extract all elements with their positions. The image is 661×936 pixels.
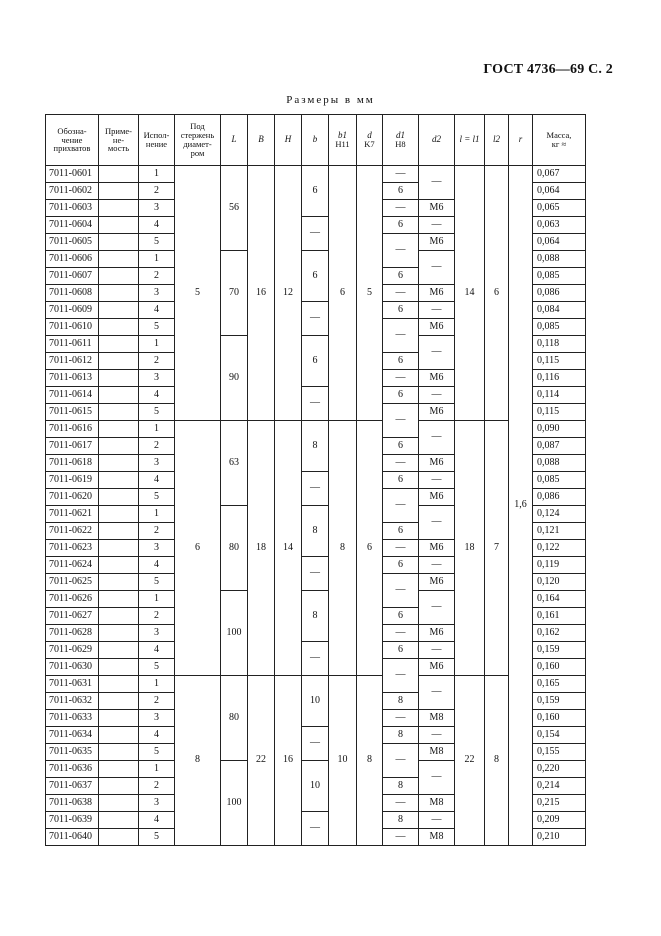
application-cell	[99, 812, 139, 829]
b-cell: —	[302, 302, 329, 336]
version-cell: 3	[139, 795, 175, 812]
mass-cell: 0,116	[533, 370, 586, 387]
application-cell	[99, 421, 139, 438]
d-cell: 5	[357, 166, 383, 421]
designation-cell: 7011-0630	[46, 659, 99, 676]
mass-cell: 0,164	[533, 591, 586, 608]
d1-cell: 6	[383, 183, 419, 200]
b1-cell: 10	[329, 676, 357, 846]
application-cell	[99, 540, 139, 557]
l-cell: 22	[455, 676, 485, 846]
application-cell	[99, 166, 139, 183]
designation-cell: 7011-0602	[46, 183, 99, 200]
mass-cell: 0,065	[533, 200, 586, 217]
mass-cell: 0,161	[533, 608, 586, 625]
d2-cell: —	[419, 506, 455, 540]
d2-cell: —	[419, 642, 455, 659]
application-cell	[99, 353, 139, 370]
d1-cell: —	[383, 319, 419, 353]
version-cell: 2	[139, 268, 175, 285]
d2-cell: —	[419, 421, 455, 455]
d2-cell: М6	[419, 574, 455, 591]
d1-cell: 6	[383, 523, 419, 540]
header-B: B	[248, 115, 275, 166]
version-cell: 2	[139, 438, 175, 455]
designation-cell: 7011-0622	[46, 523, 99, 540]
version-cell: 2	[139, 523, 175, 540]
b-cell: 8	[302, 591, 329, 642]
application-cell	[99, 387, 139, 404]
designation-cell: 7011-0632	[46, 693, 99, 710]
application-cell	[99, 200, 139, 217]
header-L: L	[221, 115, 248, 166]
d1-cell: —	[383, 370, 419, 387]
application-cell	[99, 404, 139, 421]
application-cell	[99, 625, 139, 642]
mass-cell: 0,210	[533, 829, 586, 846]
designation-cell: 7011-0605	[46, 234, 99, 251]
d1-cell: —	[383, 200, 419, 217]
d1-cell: 6	[383, 353, 419, 370]
B-cell: 18	[248, 421, 275, 676]
header-b: b	[302, 115, 329, 166]
application-cell	[99, 251, 139, 268]
version-cell: 3	[139, 285, 175, 302]
d1-cell: 6	[383, 302, 419, 319]
designation-cell: 7011-0626	[46, 591, 99, 608]
b-cell: —	[302, 387, 329, 421]
rod-diameter-cell: 8	[175, 676, 221, 846]
version-cell: 3	[139, 625, 175, 642]
designation-cell: 7011-0628	[46, 625, 99, 642]
designation-cell: 7011-0631	[46, 676, 99, 693]
table-row	[46, 421, 586, 438]
designation-cell: 7011-0618	[46, 455, 99, 472]
d-cell: 8	[357, 676, 383, 846]
mass-cell: 0,118	[533, 336, 586, 353]
d2-cell: —	[419, 591, 455, 625]
mass-cell: 0,162	[533, 625, 586, 642]
b-cell: 8	[302, 421, 329, 472]
mass-cell: 0,154	[533, 727, 586, 744]
designation-cell: 7011-0624	[46, 557, 99, 574]
l-cell: 14	[455, 166, 485, 421]
application-cell	[99, 727, 139, 744]
header-d2: d2	[419, 115, 455, 166]
header-l2: l2	[485, 115, 509, 166]
application-cell	[99, 693, 139, 710]
designation-cell: 7011-0606	[46, 251, 99, 268]
d2-cell: М6	[419, 319, 455, 336]
application-cell	[99, 455, 139, 472]
mass-cell: 0,159	[533, 642, 586, 659]
d2-cell: М8	[419, 829, 455, 846]
version-cell: 1	[139, 421, 175, 438]
header-application: Приме- не- мость	[99, 115, 139, 166]
mass-cell: 0,084	[533, 302, 586, 319]
designation-cell: 7011-0627	[46, 608, 99, 625]
designation-cell: 7011-0608	[46, 285, 99, 302]
version-cell: 5	[139, 659, 175, 676]
r-cell: 1,6	[509, 166, 533, 846]
table-header-row	[46, 115, 586, 166]
L-cell: 80	[221, 506, 248, 591]
mass-cell: 0,122	[533, 540, 586, 557]
d1-cell: 6	[383, 217, 419, 234]
version-cell: 5	[139, 319, 175, 336]
d1-cell: —	[383, 744, 419, 778]
header-designation: Обозна- чение прихватов	[46, 115, 99, 166]
d1-cell: 6	[383, 642, 419, 659]
b-cell: 10	[302, 676, 329, 727]
d2-cell: М6	[419, 455, 455, 472]
rod-diameter-cell: 6	[175, 421, 221, 676]
mass-cell: 0,085	[533, 472, 586, 489]
designation-cell: 7011-0629	[46, 642, 99, 659]
header-r: r	[509, 115, 533, 166]
L-cell: 70	[221, 251, 248, 336]
d2-cell: М6	[419, 659, 455, 676]
mass-cell: 0,115	[533, 404, 586, 421]
L-cell: 90	[221, 336, 248, 421]
L-cell: 100	[221, 761, 248, 846]
d-cell: 6	[357, 421, 383, 676]
d1-cell: 6	[383, 268, 419, 285]
H-cell: 12	[275, 166, 302, 421]
d2-cell: М6	[419, 370, 455, 387]
designation-cell: 7011-0614	[46, 387, 99, 404]
d1-cell: —	[383, 489, 419, 523]
d1-cell: —	[383, 404, 419, 438]
b-cell: —	[302, 217, 329, 251]
version-cell: 2	[139, 183, 175, 200]
designation-cell: 7011-0620	[46, 489, 99, 506]
d1-cell: 6	[383, 557, 419, 574]
mass-cell: 0,119	[533, 557, 586, 574]
b1-cell: 8	[329, 421, 357, 676]
mass-cell: 0,159	[533, 693, 586, 710]
mass-cell: 0,086	[533, 489, 586, 506]
header-version: Испол- нение	[139, 115, 175, 166]
mass-cell: 0,124	[533, 506, 586, 523]
version-cell: 3	[139, 710, 175, 727]
mass-cell: 0,088	[533, 455, 586, 472]
application-cell	[99, 710, 139, 727]
header-rod-diameter: Под стержень диамет- ром	[175, 115, 221, 166]
mass-cell: 0,120	[533, 574, 586, 591]
d2-cell: —	[419, 557, 455, 574]
b-cell: —	[302, 812, 329, 846]
d1-cell: —	[383, 829, 419, 846]
application-cell	[99, 608, 139, 625]
header-H: H	[275, 115, 302, 166]
d2-cell: М8	[419, 710, 455, 727]
b-cell: 6	[302, 251, 329, 302]
application-cell	[99, 795, 139, 812]
b-cell: 8	[302, 506, 329, 557]
application-cell	[99, 829, 139, 846]
d2-cell: М6	[419, 200, 455, 217]
application-cell	[99, 676, 139, 693]
version-cell: 5	[139, 744, 175, 761]
designation-cell: 7011-0601	[46, 166, 99, 183]
L-cell: 80	[221, 676, 248, 761]
designation-cell: 7011-0621	[46, 506, 99, 523]
version-cell: 1	[139, 506, 175, 523]
d2-cell: —	[419, 251, 455, 285]
version-cell: 3	[139, 200, 175, 217]
application-cell	[99, 217, 139, 234]
application-cell	[99, 285, 139, 302]
d1-cell: 8	[383, 778, 419, 795]
version-cell: 2	[139, 353, 175, 370]
d2-cell: —	[419, 472, 455, 489]
version-cell: 3	[139, 370, 175, 387]
d2-cell: М6	[419, 285, 455, 302]
header-b1: b1 H11	[329, 115, 357, 166]
version-cell: 4	[139, 302, 175, 319]
standard-code: ГОСТ 4736—69 С. 2	[483, 62, 613, 77]
designation-cell: 7011-0612	[46, 353, 99, 370]
rod-diameter-cell: 5	[175, 166, 221, 421]
l2-cell: 8	[485, 676, 509, 846]
l-cell: 18	[455, 421, 485, 676]
version-cell: 4	[139, 557, 175, 574]
d2-cell: —	[419, 676, 455, 710]
designation-cell: 7011-0610	[46, 319, 99, 336]
mass-cell: 0,160	[533, 710, 586, 727]
l2-cell: 6	[485, 166, 509, 421]
d2-cell: —	[419, 727, 455, 744]
mass-cell: 0,086	[533, 285, 586, 302]
application-cell	[99, 319, 139, 336]
table-row	[46, 676, 586, 693]
table-caption: Размеры в мм	[286, 94, 375, 106]
designation-cell: 7011-0625	[46, 574, 99, 591]
mass-cell: 0,155	[533, 744, 586, 761]
L-cell: 56	[221, 166, 248, 251]
designation-cell: 7011-0616	[46, 421, 99, 438]
version-cell: 4	[139, 217, 175, 234]
l2-cell: 7	[485, 421, 509, 676]
b-cell: 6	[302, 336, 329, 387]
version-cell: 4	[139, 472, 175, 489]
version-cell: 5	[139, 574, 175, 591]
b-cell: 6	[302, 166, 329, 217]
mass-cell: 0,085	[533, 319, 586, 336]
mass-cell: 0,165	[533, 676, 586, 693]
designation-cell: 7011-0607	[46, 268, 99, 285]
designation-cell: 7011-0634	[46, 727, 99, 744]
header-d: d K7	[357, 115, 383, 166]
d2-cell: —	[419, 302, 455, 319]
L-cell: 63	[221, 421, 248, 506]
header-d1: d1 H8	[383, 115, 419, 166]
b-cell: —	[302, 557, 329, 591]
d2-cell: М6	[419, 540, 455, 557]
application-cell	[99, 370, 139, 387]
mass-cell: 0,160	[533, 659, 586, 676]
application-cell	[99, 523, 139, 540]
application-cell	[99, 591, 139, 608]
version-cell: 5	[139, 829, 175, 846]
designation-cell: 7011-0633	[46, 710, 99, 727]
b1-cell: 6	[329, 166, 357, 421]
mass-cell: 0,220	[533, 761, 586, 778]
application-cell	[99, 472, 139, 489]
d2-cell: —	[419, 387, 455, 404]
d2-cell: М6	[419, 625, 455, 642]
version-cell: 2	[139, 778, 175, 795]
d1-cell: 8	[383, 693, 419, 710]
designation-cell: 7011-0604	[46, 217, 99, 234]
application-cell	[99, 778, 139, 795]
designation-cell: 7011-0615	[46, 404, 99, 421]
d1-cell: —	[383, 625, 419, 642]
version-cell: 5	[139, 404, 175, 421]
version-cell: 2	[139, 693, 175, 710]
designation-cell: 7011-0623	[46, 540, 99, 557]
mass-cell: 0,088	[533, 251, 586, 268]
d1-cell: —	[383, 795, 419, 812]
mass-cell: 0,087	[533, 438, 586, 455]
version-cell: 1	[139, 676, 175, 693]
application-cell	[99, 557, 139, 574]
mass-cell: 0,215	[533, 795, 586, 812]
d1-cell: —	[383, 166, 419, 183]
B-cell: 22	[248, 676, 275, 846]
d1-cell: 6	[383, 472, 419, 489]
d2-cell: М8	[419, 744, 455, 761]
mass-cell: 0,090	[533, 421, 586, 438]
designation-cell: 7011-0619	[46, 472, 99, 489]
B-cell: 16	[248, 166, 275, 421]
designation-cell: 7011-0603	[46, 200, 99, 217]
d1-cell: —	[383, 234, 419, 268]
application-cell	[99, 234, 139, 251]
version-cell: 5	[139, 234, 175, 251]
version-cell: 4	[139, 727, 175, 744]
mass-cell: 0,121	[533, 523, 586, 540]
designation-cell: 7011-0639	[46, 812, 99, 829]
version-cell: 1	[139, 251, 175, 268]
mass-cell: 0,114	[533, 387, 586, 404]
d2-cell: —	[419, 812, 455, 829]
application-cell	[99, 506, 139, 523]
d1-cell: —	[383, 540, 419, 557]
d2-cell: М6	[419, 404, 455, 421]
mass-cell: 0,063	[533, 217, 586, 234]
d1-cell: 8	[383, 812, 419, 829]
page-header	[0, 62, 661, 82]
version-cell: 1	[139, 591, 175, 608]
application-cell	[99, 438, 139, 455]
b-cell: 10	[302, 761, 329, 812]
designation-cell: 7011-0613	[46, 370, 99, 387]
application-cell	[99, 574, 139, 591]
d1-cell: —	[383, 659, 419, 693]
version-cell: 4	[139, 812, 175, 829]
version-cell: 3	[139, 455, 175, 472]
d1-cell: 8	[383, 727, 419, 744]
designation-cell: 7011-0636	[46, 761, 99, 778]
mass-cell: 0,067	[533, 166, 586, 183]
version-cell: 1	[139, 336, 175, 353]
mass-cell: 0,209	[533, 812, 586, 829]
version-cell: 1	[139, 761, 175, 778]
d1-cell: 6	[383, 387, 419, 404]
b-cell: —	[302, 642, 329, 676]
designation-cell: 7011-0640	[46, 829, 99, 846]
application-cell	[99, 183, 139, 200]
application-cell	[99, 659, 139, 676]
d1-cell: —	[383, 285, 419, 302]
mass-cell: 0,115	[533, 353, 586, 370]
version-cell: 1	[139, 166, 175, 183]
mass-cell: 0,064	[533, 234, 586, 251]
application-cell	[99, 642, 139, 659]
d2-cell: М6	[419, 234, 455, 251]
d2-cell: М6	[419, 489, 455, 506]
d2-cell: —	[419, 166, 455, 200]
version-cell: 3	[139, 540, 175, 557]
version-cell: 4	[139, 387, 175, 404]
version-cell: 2	[139, 608, 175, 625]
d1-cell: 6	[383, 608, 419, 625]
d1-cell: 6	[383, 438, 419, 455]
version-cell: 5	[139, 489, 175, 506]
b-cell: —	[302, 472, 329, 506]
designation-cell: 7011-0638	[46, 795, 99, 812]
application-cell	[99, 489, 139, 506]
mass-cell: 0,085	[533, 268, 586, 285]
table-row	[46, 166, 586, 183]
header-mass: Масса, кг ≈	[533, 115, 586, 166]
H-cell: 14	[275, 421, 302, 676]
d2-cell: —	[419, 336, 455, 370]
H-cell: 16	[275, 676, 302, 846]
d1-cell: —	[383, 710, 419, 727]
designation-cell: 7011-0637	[46, 778, 99, 795]
d1-cell: —	[383, 574, 419, 608]
application-cell	[99, 268, 139, 285]
d2-cell: М8	[419, 795, 455, 812]
designation-cell: 7011-0609	[46, 302, 99, 319]
header-l: l = l1	[455, 115, 485, 166]
application-cell	[99, 744, 139, 761]
d2-cell: —	[419, 217, 455, 234]
version-cell: 4	[139, 642, 175, 659]
b-cell: —	[302, 727, 329, 761]
mass-cell: 0,214	[533, 778, 586, 795]
designation-cell: 7011-0617	[46, 438, 99, 455]
dimensions-table	[45, 114, 586, 846]
d1-cell: —	[383, 455, 419, 472]
d2-cell: —	[419, 761, 455, 795]
designation-cell: 7011-0635	[46, 744, 99, 761]
mass-cell: 0,064	[533, 183, 586, 200]
application-cell	[99, 761, 139, 778]
L-cell: 100	[221, 591, 248, 676]
application-cell	[99, 336, 139, 353]
application-cell	[99, 302, 139, 319]
designation-cell: 7011-0611	[46, 336, 99, 353]
